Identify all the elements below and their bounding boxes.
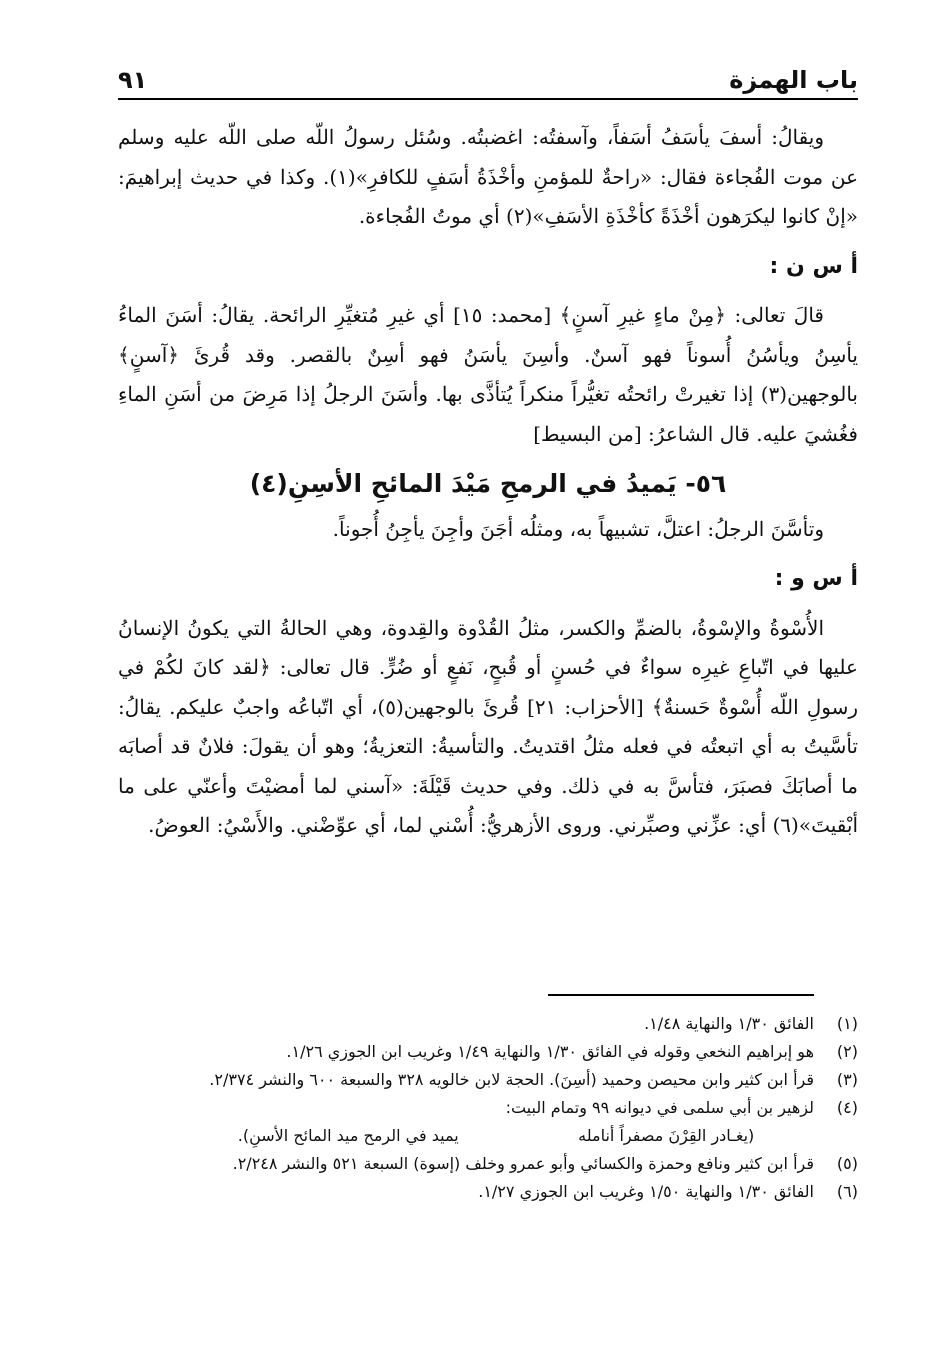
footnote — [118, 1010, 858, 1038]
paragraph-asf: ويقالُ: أسفَ يأسَفُ أسَفاً، وآسفتُه: اغضبتُه. وسُئل رسولُ اللّه صلى اللّه عليه وسلم عن موت الفُجاءة فقال: «راحةٌ للمؤمنِ وأخْذَةُ أسَفٍ للكافرِ»(١). وكذا في حديث إبراهيمَ: «إنْ كانوا ليكرَهون أخْذَةً كأخْذَةِ الأسَفِ»(٢) أي موتُ الفُجاءة. — [118, 125, 859, 228]
footnote-text: الفائق ١/٣٠ والنهاية ١/٤٨. — [644, 1014, 814, 1033]
footnote — [118, 1094, 858, 1122]
main-text — [118, 118, 858, 846]
paragraph-taassun: وتأسَّنَ الرجلُ: اعتلَّ، تشبيهاً به، ومثلُه أجَنَ وأجِنَ يأجِنُ أُجوناً. — [332, 516, 824, 541]
footnote-number: (٤) — [836, 1098, 858, 1117]
footnote — [118, 1150, 858, 1178]
verse-first-hemistich: (يغـادر القِرْنَ مصفراً أنامله — [578, 1126, 755, 1145]
footnote-number: (١) — [836, 1014, 858, 1033]
entry-heading-asw: أ س و : — [774, 566, 858, 591]
footnote-separator — [548, 994, 814, 996]
chapter-title: باب الهمزة — [729, 66, 858, 94]
page-header — [118, 60, 858, 100]
footnote — [118, 1066, 858, 1094]
footnotes — [118, 1010, 858, 1206]
footnote-text: قرأ ابن كثير ونافع وحمزة والكسائي وأبو عمرو وخلف (إسوة) السبعة ٥٢١ والنشر ٢/٢٤٨. — [232, 1154, 814, 1173]
footnote-text: هو إبراهيم النخعي وقوله في الفائق ١/٣٠ والنهاية ١/٤٩ وغريب ابن الجوزي ١/٢٦. — [286, 1042, 814, 1061]
footnote-text: لزهير بن أبي سلمى في ديوانه ٩٩ وتمام البيت: — [505, 1098, 814, 1117]
footnote-number: (٦) — [836, 1182, 858, 1201]
footnote — [118, 1178, 858, 1206]
footnote-number: (٢) — [836, 1042, 858, 1061]
page-number: ٩١ — [118, 66, 148, 94]
footnote-text: الفائق ١/٣٠ والنهاية ١/٥٠ وغريب ابن الجوزي ١/٢٧. — [478, 1182, 814, 1201]
footnote-verse — [118, 1122, 858, 1150]
paragraph-asw: الأُسْوةُ والإسْوةُ، بالضمِّ والكسر، مثلُ القُدْوة والقِدوة، وهي الحالةُ التي يكونُ الإنسانُ عليها في اتّباعِ غيرِه سواءٌ في حُسنٍ أو قُبحٍ، نَفعٍ أو ضُرٍّ. قال تعالى: ﴿لقد كانَ لكُمْ في رسولِ اللّه أُسْوةٌ حَسنةٌ﴾ [الأحزاب: ٢١] قُرئَ بالوجهين(٥)، أي اتّباعُه واجبٌ عليكم. يقالُ: تأسَّيتُ به أي اتبعتُه في فعله مثلُ اقتديتُ. والتأسيةُ: التعزيةُ؛ وهو أن يقولَ: فلانٌ قد أصابَه ما أصابَكَ فصبَرَ، فتأسَّ به في ذلك. وفي حديث قَيْلَةَ: «آسني لما أمضيْتَ وأعنّي على ما أبْقيتَ»(٦) أي: عزِّني وصبِّرني. وروى الأزهريُّ: أُسْني لما، أي عوِّضْني. والأَسْيُ: العوضُ. — [118, 615, 859, 837]
verse-second-hemistich: يميد في الرمح ميد المائح الأسنِ). — [237, 1126, 459, 1145]
paragraph-asn: قالَ تعالى: ﴿مِنْ ماءٍ غيرِ آسنٍ﴾ [محمد: ١٥] أي غيرِ مُتغيِّرِ الرائحة. يقالُ: أسَنَ الماءُ يأسِنُ ويأسُنُ أُسوناً فهو آسنٌ. وأسِنَ يأسَنُ فهو أسِنٌ بالقصر. وقد قُرئَ ﴿آسنٍ﴾ بالوجهين(٣) إذا تغيرتْ رائحتُه تغيُّراً منكراً يُتأذَّى بها. وأسَنَ الرجلُ إذا مَرِضَ من أسَنِ الماءِ فغُشيَ عليه. قال الشاعرُ: [من البسيط] — [118, 303, 858, 446]
footnote-text: قرأ ابن كثير وابن محيصن وحميد (أسِنَ). الحجة لابن خالويه ٣٢٨ والسبعة ٦٠٠ والنشر ٢/٣٧٤. — [209, 1070, 814, 1089]
footnote-number: (٣) — [836, 1070, 858, 1089]
footnote-number: (٥) — [836, 1154, 858, 1173]
verse-line: ٥٦- يَميدُ في الرمحِ مَيْدَ المائحِ الأسِنِ(٤) — [249, 469, 727, 498]
entry-heading-asn: أ س ن : — [769, 253, 858, 279]
footnote — [118, 1038, 858, 1066]
